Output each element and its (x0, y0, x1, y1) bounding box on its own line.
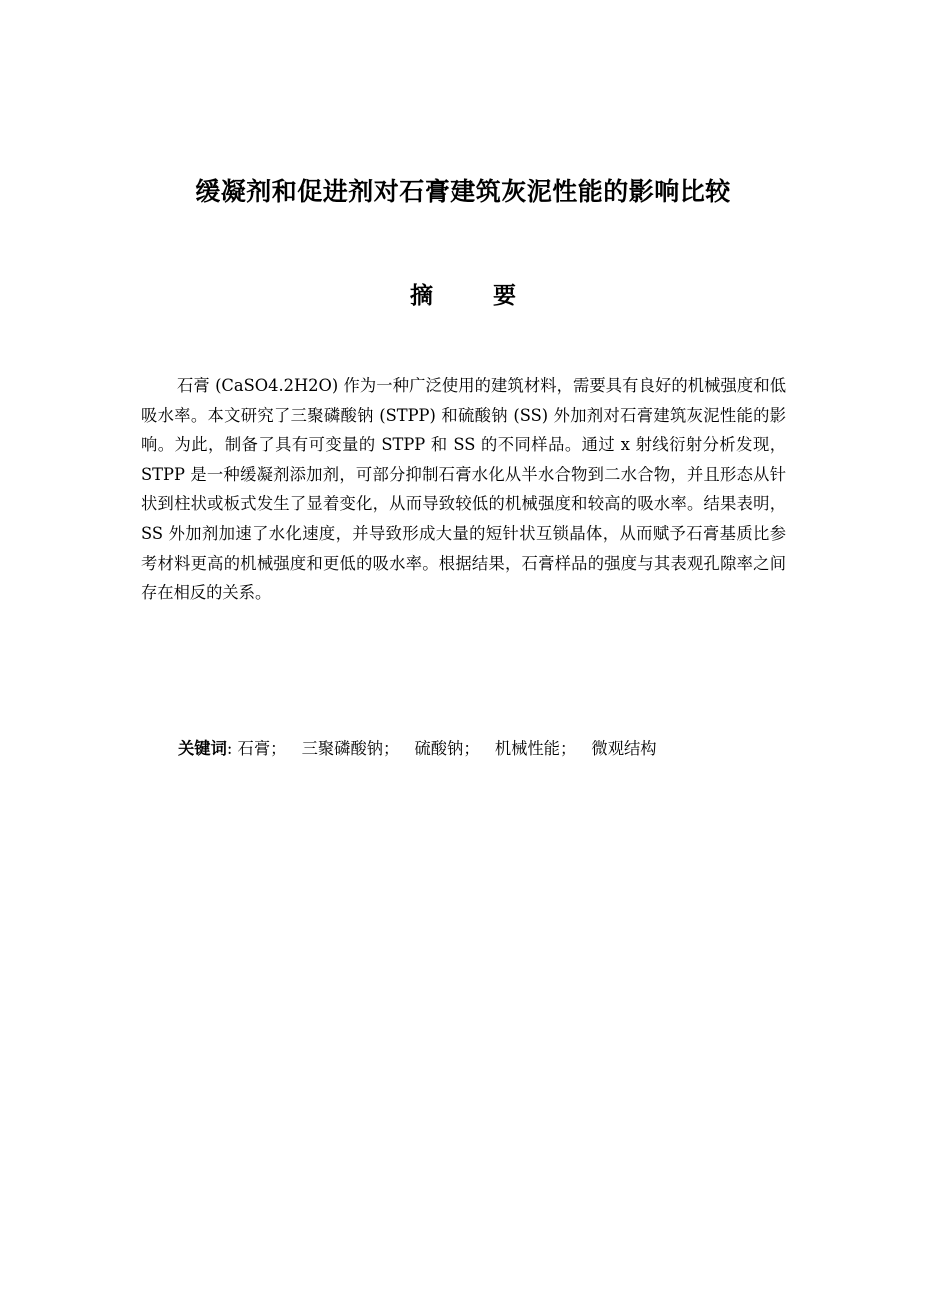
document-title: 缓凝剂和促进剂对石膏建筑灰泥性能的影响比较 (195, 177, 731, 206)
keyword-item: 三聚磷酸钠； (301, 739, 400, 758)
keyword-item: 机械性能； (494, 739, 577, 758)
abstract-paragraph: 石膏 (CaSO4.2H2O) 作为一种广泛使用的建筑材料，需要具有良好的机械强度和低吸水率。本文研究了三聚磷酸钠 (STPP) 和硫酸钠 (SS) 外加剂对石膏建筑灰泥性能的影响。为此，制备了具有可变量的 STPP 和 SS 的不同样品。通过 x 射线衍射分析发现，STPP 是一种缓凝剂添加剂，可部分抑制石膏水化从半水合物到二水合物，并且形态从针状到柱状或板式发生了显着变化，从而导致较低的机械强度和较高的吸水率。结果表明，SS 外加剂加速了水化速度，并导致形成大量的短针状互锁晶体，从而赋予石膏基质比参考材料更高的机械强度和更低的吸水率。根据结果，石膏样品的强度与其表观孔隙率之间存在相反的关系。 (141, 376, 786, 603)
keywords-line (178, 734, 798, 764)
keywords-label: 关键词 (178, 739, 227, 758)
keyword-item: 石膏； (237, 739, 287, 758)
keyword-item: 硫酸钠； (414, 739, 480, 758)
keyword-item: 微观结构 (591, 739, 657, 758)
keywords-colon: : (226, 739, 233, 758)
abstract-heading: 摘 要 (409, 283, 542, 309)
